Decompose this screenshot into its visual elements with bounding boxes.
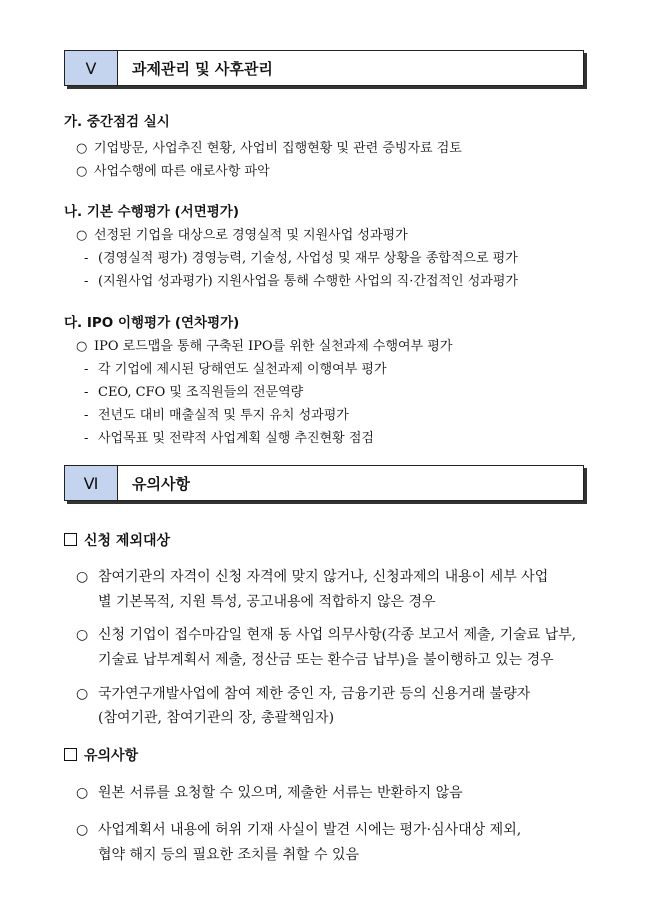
list-item: ○ 선정된 기업을 대상으로 경영실적 및 지원사업 성과평가 bbox=[76, 228, 408, 243]
list-item: ○ 국가연구개발사업에 참여 제한 중인 자, 금융기관 등의 신용거래 불량자 bbox=[76, 686, 531, 702]
section-6-header-shadow-bottom bbox=[67, 501, 587, 504]
section-5-title: 과제관리 및 사후관리 bbox=[132, 59, 273, 78]
section-6-number: Ⅵ bbox=[65, 466, 118, 500]
list-item: - (경영실적 평가) 경영능력, 기술성, 사업성 및 재무 상황을 종합적으로 평가 bbox=[84, 251, 518, 266]
section-6-title: 유의사항 bbox=[132, 474, 190, 493]
subsection-heading-na: 나. 기본 수행평가 (서면평가) bbox=[64, 204, 240, 220]
group-heading-exclusion: 신청 제외대상 bbox=[64, 530, 170, 550]
checkbox-square-icon bbox=[64, 748, 77, 761]
checkbox-square-icon bbox=[64, 533, 77, 546]
section-6-header-shadow bbox=[584, 468, 587, 504]
list-item: - CEO, CFO 및 조직원들의 전문역량 bbox=[84, 385, 304, 400]
list-item: - 사업목표 및 전략적 사업계획 실행 추진현황 점검 bbox=[84, 431, 374, 446]
group-heading-notes: 유의사항 bbox=[64, 745, 138, 765]
list-item: ○ 사업수행에 따른 애로사항 파악 bbox=[76, 164, 270, 179]
section-5-header-shadow-bottom bbox=[67, 86, 587, 89]
list-item: ○ 신청 기업이 접수마감일 현재 동 사업 의무사항(각종 보고서 제출, 기술료 납부, bbox=[76, 627, 577, 643]
list-item: - (지원사업 성과평가) 지원사업을 통해 수행한 사업의 직·간접적인 성과평가 bbox=[84, 274, 518, 289]
section-5-header bbox=[64, 50, 584, 86]
list-item: ○ 원본 서류를 요청할 수 있으며, 제출한 서류는 반환하지 않음 bbox=[76, 785, 463, 801]
list-item-continued: (참여기관, 참여기관의 장, 총괄책임자) bbox=[98, 710, 335, 726]
list-item: ○ 기업방문, 사업추진 현황, 사업비 집행현황 및 관련 증빙자료 검토 bbox=[76, 141, 462, 156]
list-item: - 전년도 대비 매출실적 및 투지 유치 성과평가 bbox=[84, 408, 349, 423]
list-item: ○ 사업계획서 내용에 허위 기재 사실이 발견 시에는 평가·심사대상 제외, bbox=[76, 822, 522, 838]
list-item: - 각 기업에 제시된 당해연도 실천과제 이행여부 평가 bbox=[84, 362, 387, 377]
list-item: ○ IPO 로드맵을 통해 구축된 IPO를 위한 실천과제 수행여부 평가 bbox=[76, 339, 453, 354]
list-item-continued: 기술료 납부계획서 제출, 정산금 또는 환수금 납부)을 불이행하고 있는 경우 bbox=[98, 652, 554, 668]
subsection-heading-ga: 가. 중간점검 실시 bbox=[64, 114, 170, 130]
section-5-number: Ⅴ bbox=[65, 51, 118, 85]
subsection-heading-da: 다. IPO 이행평가 (연차평가) bbox=[64, 315, 240, 331]
section-5-header-shadow bbox=[584, 53, 587, 89]
list-item-continued: 별 기본목적, 지원 특성, 공고내용에 적합하지 않은 경우 bbox=[98, 594, 436, 610]
list-item: ○ 참여기관의 자격이 신청 자격에 맞지 않거나, 신청과제의 내용이 세부 사업 bbox=[76, 569, 549, 585]
list-item-continued: 협약 해지 등의 필요한 조치를 취할 수 있음 bbox=[98, 847, 360, 863]
section-6-header bbox=[64, 465, 584, 501]
